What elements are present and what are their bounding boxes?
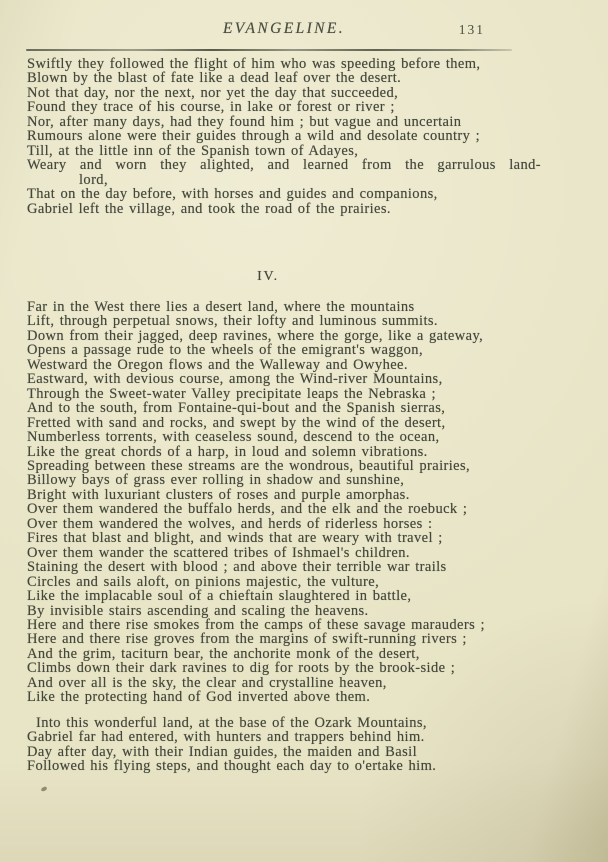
verse-line: And to the south, from Fontaine-qui-bout and the Spanish sierras, [27,400,446,417]
ink-speck [41,786,48,792]
verse-line: Fretted with sand and rocks, and swept by the wind of the desert, [27,414,446,431]
verse-line: Into this wonderful land, at the base of the Ozark Mountains, [36,715,427,731]
stanza-3 [27,716,436,774]
verse-line: Staining the desert with blood ; and above their terrible war trails [27,559,447,576]
verse-line: Climbs down their dark ravines to dig for roots by the brook-side ; [27,660,456,677]
verse-line: Spreading between these streams are the wondrous, beautiful prairies, [27,457,471,474]
verse-line: Here and there rise smokes from the camps of these savage marauders ; [27,616,485,633]
verse-line: Here and there rise groves from the margins of swift-running rivers ; [27,631,467,648]
running-title: EVANGELINE. [222,20,346,37]
verse-line: Down from their jagged, deep ravines, where the gorge, like a gateway, [27,327,484,344]
verse-line: And the grim, taciturn bear, the anchorite monk of the desert, [27,645,420,662]
verse-line: Fires that blast and blight, and winds that are weary with travel ; [27,530,443,547]
verse-line: Opens a passage rude to the wheels of the emigrant's waggon, [27,342,423,359]
verse-line: Day after day, with their Indian guides, the maiden and Basil [27,743,417,760]
stanza-2 [27,300,485,705]
verse-line: Over them wander the scattered tribes of Ishmael's children. [27,544,410,561]
verse-line: Bright with luxuriant clusters of roses and purple amorphas. [27,486,410,503]
page-number: 131 [458,22,485,37]
page-header [27,20,541,44]
verse-line: Swiftly they followed the flight of him who was speeding before them, [27,56,481,72]
verse-line: Lift, through perpetual snows, their lofty and luminous summits. [27,313,438,330]
verse-line: Like the great chords of a harp, in loud and solemn vibrations. [27,443,428,460]
verse-line: Blown by the blast of fate like a dead leaf over the desert. [27,70,402,87]
verse-line-turnover: lord, [79,171,108,188]
verse-line: Circles and sails aloft, on pinions majestic, the vulture, [27,573,380,590]
verse-line: That on the day before, with horses and guides and companions, [27,186,438,203]
verse-line: Not that day, nor the next, nor yet the day that succeeded, [27,84,399,101]
section-heading: IV. [257,269,279,284]
verse-line: Found they trace of his course, in lake or forest or river ; [27,99,395,116]
verse-line: Till, at the little inn of the Spanish town of Adayes, [27,142,359,159]
verse-line: Over them wandered the wolves, and herds of riderless horses : [27,515,433,532]
verse-line: Like the implacable soul of a chieftain slaughtered in battle, [27,588,412,605]
stanza-1 [27,57,541,216]
verse-line: Through the Sweet-water Valley precipitate leaps the Nebraska ; [27,385,436,402]
verse-line: Gabriel far had entered, with hunters and trappers behind him. [27,729,425,746]
verse-line: Like the protecting hand of God inverted above them. [27,689,371,706]
verse-line: Numberless torrents, with ceaseless sound, descend to the ocean, [27,429,440,446]
header-rule [26,49,512,51]
verse-line: Followed his flying steps, and thought each day to o'ertake him. [27,758,437,775]
verse-line: Far in the West there lies a desert land, where the mountains [27,299,415,315]
verse-line: Rumours alone were their guides through a wild and desolate country ; [27,128,481,145]
verse-line: Nor, after many days, had they found him ; but vague and uncertain [27,113,462,130]
verse-line: Over them wandered the buffalo herds, and the elk and the roebuck ; [27,501,468,518]
verse-line: Gabriel left the village, and took the road of the prairies. [27,200,391,217]
verse-line: By invisible stairs ascending and scaling the heavens. [27,602,369,619]
verse-line: Eastward, with devious course, among the Wind-river Mountains, [27,371,443,388]
verse-line: Billowy bays of grass ever rolling in shadow and sunshine, [27,472,405,489]
verse-line: Weary and worn they alighted, and learned from the garrulous land- [27,157,541,174]
verse-line: Westward the Oregon flows and the Walleway and Owyhee. [27,356,408,373]
verse-line: And over all is the sky, the clear and crystalline heaven, [27,674,387,691]
